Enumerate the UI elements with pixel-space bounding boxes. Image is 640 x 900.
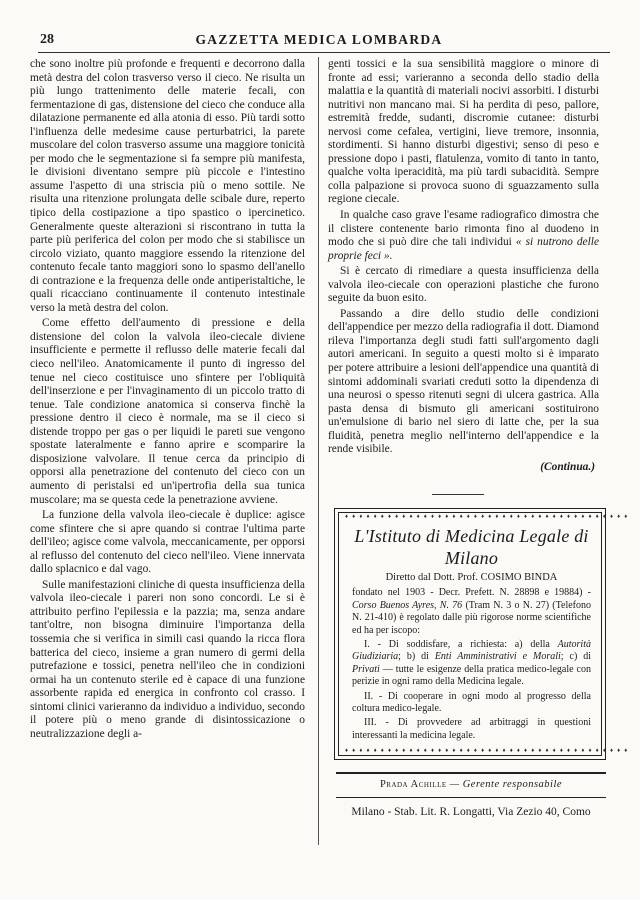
purpose-text: — tutte le esigenze della pratica medico-legale con perizie in ogni ramo della Medicina legale.	[352, 663, 591, 688]
page-header	[28, 32, 610, 50]
footer-rule-bottom	[336, 797, 606, 798]
journal-title: GAZZETTA MEDICA LOMBARDA	[195, 32, 443, 47]
header-rule	[38, 52, 610, 53]
decorative-border-top: ♦ ♦ ♦ ♦ ♦ ♦ ♦ ♦ ♦ ♦ ♦ ♦ ♦ ♦ ♦ ♦ ♦ ♦ ♦ ♦ ♦ ♦ ♦ ♦ ♦ ♦ ♦ ♦ ♦ ♦ ♦ ♦ ♦ ♦ ♦ ♦ ♦ ♦ ♦ ♦	[345, 514, 629, 520]
advertisement-title: L'Istituto di Medicina Legale di Milano	[354, 526, 589, 568]
responsible-manager	[336, 779, 606, 790]
printer-imprint: Milano - Stab. Lit. R. Longatti, Via Zezio 40, Como	[351, 806, 591, 818]
purpose-text-italic: Enti Amministrativi e Morali	[434, 651, 561, 663]
manager-name: Prada Achille	[379, 779, 447, 790]
advertisement-details	[352, 587, 591, 637]
paragraph: che sono inoltre più profonde e frequenti e decorrono dalla metà destra del colon trasverso verso il cieco. Ne risulta un più lungo trattenimento delle materie fecali, con fermentazione di gas, distensione del cieco che conduce alla dilatazione permanente ed alla atonia di esso. Più tardi sotto l'influenza delle medesime cause perturbatrici, la parete muscolare del colon trasverso assume una maggiore tonicità per modo che le segmentazione si fa sempre più manifesta, le divisioni diventano sempre più piccole e l'intestino assume l'aspetto di una striscia più o meno sottile. Ne risulta una ritenzione prolungata delle scibale dure, reperto tipico della costipazione a tipo spastico o ipercinetico. Generalmente queste alterazioni si riscontrano in tutta la parte più periferica del colon per modo che si stabilisce un circolo viziato, quanto maggiore essendo la ritenzione del contenuto fecale tanto maggiori sono lo spasmo dell'anello di contrazione e la frequenza delle onde antiperistaltiche, le quali ricacciano continuamente il contenuto intestinale verso la metà destra del colon.	[30, 58, 305, 314]
continued-note: (Continua.)	[540, 460, 595, 473]
founding-decree: fondato nel 1903 - Decr. Prefett. N. 28898 e 19884)	[352, 587, 583, 599]
paragraph-text: In qualche caso grave l'esame radiografico dimostra che il clistere contenente bario rimonta fino al duodeno in modo che si può dire che tali individui	[328, 209, 599, 249]
paragraph: Come effetto dell'aumento di pressione e della distensione del colon la valvola ileo-ciecale diviene insufficiente e permette il reflusso delle materie fecali dal cieco nell'ileo. Anatomicamente il punto di ingresso del tenue nel cieco costituisce uno sfintere per l'obliquità dell'inserzione e per l'invaginamento di un piccolo tratto di tenue. Tale condizione anatomica si conserva finchè la pressione dentro il cieco è normale, ma se il cieco si distende troppo per gas o per liquidi le pareti sue vengono spostate lateralmente e fanno aprire e scomparire la disposizione valvolare. Il tenue cerca da principio di opporsi alla penetrazione del contenuto del cieco con un aumento di peristalsi ed un'ipertrofia della sua tunica muscolare; ma se questa cede la penetrazione avviene.	[30, 317, 305, 506]
footer-rule-top	[336, 772, 606, 774]
paragraph: Sulle manifestazioni cliniche di questa insufficienza della valvola ileo-ciecale i pareri non sono concordi. Le si è attribuito perfino l'epilessia e la pazzia; ma, senza andare tant'oltre, non bisogna diminuire l'importanza della tossemia che si verifica in simili casi quando la ricca flora batterica del cieco, insieme a gran numero di germi della putrefazione e tossici, penetra nell'ileo che in condizioni ormai ha un contenuto sterile ed è capace di una funzione assorbente rapida ed energica in confronto col crasso. I sintomi clinici varieranno da individuo a individuo, secondo il potere più o meno grande di disintossicazione o neutralizzazione degli a-	[30, 578, 305, 740]
purpose-item-3: III. - Di provvedere ad arbitraggi in questioni interessanti la medicina legale.	[352, 717, 591, 741]
institute-address: - Corso Buenos Ayres, N. 76	[352, 587, 591, 611]
purpose-item-2: II. - Di cooperare in ogni modo al progresso della coltura medico-legale.	[352, 690, 591, 715]
left-column	[30, 58, 305, 741]
purpose-text-italic: Privati	[352, 663, 380, 675]
decorative-border-bottom: ♦ ♦ ♦ ♦ ♦ ♦ ♦ ♦ ♦ ♦ ♦ ♦ ♦ ♦ ♦ ♦ ♦ ♦ ♦ ♦ ♦ ♦ ♦ ♦ ♦ ♦ ♦ ♦ ♦ ♦ ♦ ♦ ♦ ♦ ♦ ♦ ♦ ♦ ♦ ♦	[345, 748, 629, 754]
paragraph: Si è cercato di rimediare a questa insufficienza della valvola ileo-ciecale con operazioni plastiche che furono seguite da buon esito.	[328, 265, 599, 305]
purpose-text: ; c) di	[560, 651, 591, 663]
paragraph: Passando a dire dello studio delle condizioni dell'appendice per mezzo della radiografia il dott. Diamond rileva l'importanza degli studi fatti sull'argomento dagli autori americani. In seguito a questi molto si è imparato per potere attribuire a lesioni dell'appendice una quantità di sintomi addominali svariati creduti sotto la dipendenza di una neurosi o spesso ritenuti segni di ulcera gastrica. Alla pasta densa di bismuto gli americani sostituirono un'emulsione di bario nel siero di latte che, per la sua fluidità, penetra meglio nell'interno dell'appendice e la rende visibile.	[328, 307, 599, 456]
advertisement-frame	[338, 512, 629, 756]
purpose-item-1	[352, 639, 591, 689]
page-number: 28	[40, 32, 54, 47]
paragraph: La funzione della valvola ileo-ciecale è duplice: agisce come sfintere che si apre quando si contrae l'ultima parte dell'ileo; agisce come valvola, meccanicamente, per opporsi al reflusso del contenuto del cieco nell'ileo. Viene innervata dallo splacnico e dal vago.	[30, 509, 305, 576]
tram-info: (Tram N. 3 o N. 27)	[465, 599, 550, 611]
quotation: « si nutrono delle proprie feci ».	[328, 236, 599, 262]
column-divider	[318, 57, 319, 845]
paragraph: genti tossici e la sua sensibilità maggiore o minore di fronte ad essi; varieranno a seconda dello stadio della malattia e la quantità di materiali nocivi assorbiti. I disturbi nutritivi non mancano mai. Si ha perdita di peso, pallore, estremità fredde, sudanti, discromie cutanee: disturbi nervosi come cefalea, vertigini, lieve tremore, insonnia, stordimenti. Si hanno disturbi digestivi; senso di peso e pressione dopo i pasti, flatulenza, vomito di tanto in tanto, qualche volta iperacidità, ma più tardi subacidità. Sempre colla palpazione si provoca suono di sguazzamento sulla regione ciecale.	[328, 58, 599, 206]
section-separator	[432, 494, 484, 495]
purpose-text-italic: Autorità Giudiziaria	[352, 639, 591, 663]
institute-advertisement	[334, 508, 629, 760]
manager-role: — Gerente responsabile	[449, 779, 563, 790]
paragraph	[328, 209, 599, 263]
purpose-text: I. - Di soddisfare, a richiesta: a) della	[364, 639, 558, 651]
advertisement-director: Diretto dal Dott. Prof. COSIMO BINDA	[385, 572, 558, 583]
telephone-info: (Telefono N. 21-410) è regolato dalle più rigorose norme scientifiche ed ha per iscopo:	[352, 599, 592, 636]
right-column	[328, 58, 599, 474]
purpose-text: ; b) di	[398, 651, 435, 663]
